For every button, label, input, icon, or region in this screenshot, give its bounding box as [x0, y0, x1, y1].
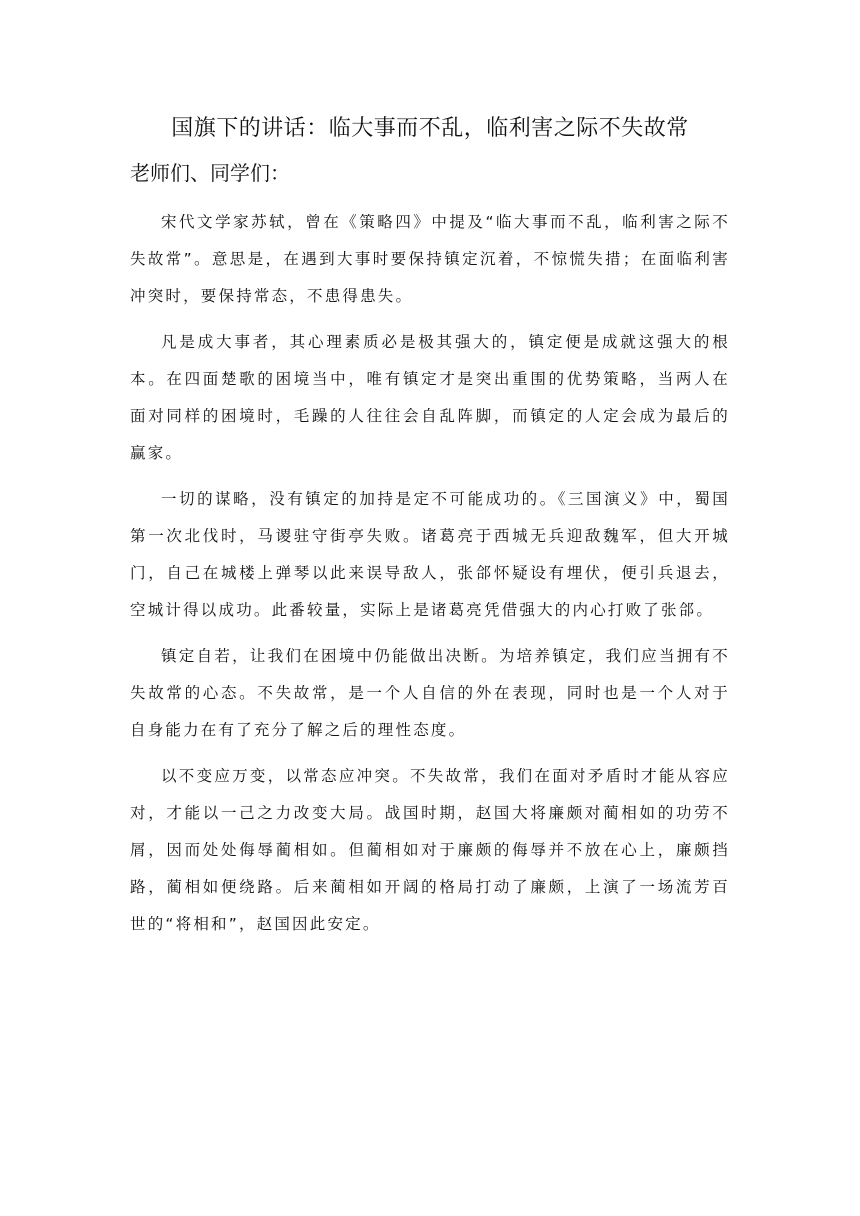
page-title: 国旗下的讲话：临大事而不乱，临利害之际不失故常 — [171, 116, 689, 141]
speech-body — [130, 204, 730, 952]
paragraph-3: 一切的谋略，没有镇定的加持是定不可能成功的。《三国演义》中，蜀国第一次北伐时，马谡驻守街亭失败。诸葛亮于西城无兵迎敌魏军，但大开城门，自己在城楼上弹琴以此来误导敌人，张郃怀疑设有埋伏，便引兵退去，空城计得以成功。此番较量，实际上是诸葛亮凭借强大的内心打败了张郃。 — [130, 490, 730, 619]
paragraph-2: 凡是成大事者，其心理素质必是极其强大的，镇定便是成就这强大的根本。在四面楚歌的困境当中，唯有镇定才是突出重围的优势策略，当两人在面对同样的困境时，毛躁的人往往会自乱阵脚，而镇定的人定会成为最后的赢家。 — [130, 333, 730, 462]
paragraph-1: 宋代文学家苏轼，曾在《策略四》中提及“临大事而不乱，临利害之际不失故常”。意思是，在遇到大事时要保持镇定沉着，不惊慌失措；在面临利害冲突时，要保持常态，不患得患失。 — [130, 213, 730, 305]
salutation: 老师们、同学们： — [130, 161, 290, 185]
paragraph-5: 以不变应万变，以常态应冲突。不失故常，我们在面对矛盾时才能从容应对，才能以一己之力改变大局。战国时期，赵国大将廉颇对蔺相如的功劳不屑，因而处处侮辱蔺相如。但蔺相如对于廉颇的侮辱并不放在心上，廉颇挡路，蔺相如便绕路。后来蔺相如开阔的格局打动了廉颇，上演了一场流芳百世的“将相和”，赵国因此安定。 — [130, 767, 730, 933]
paragraph-4: 镇定自若，让我们在困境中仍能做出决断。为培养镇定，我们应当拥有不失故常的心态。不失故常，是一个人自信的外在表现，同时也是一个人对于自身能力在有了充分了解之后的理性态度。 — [130, 647, 730, 739]
